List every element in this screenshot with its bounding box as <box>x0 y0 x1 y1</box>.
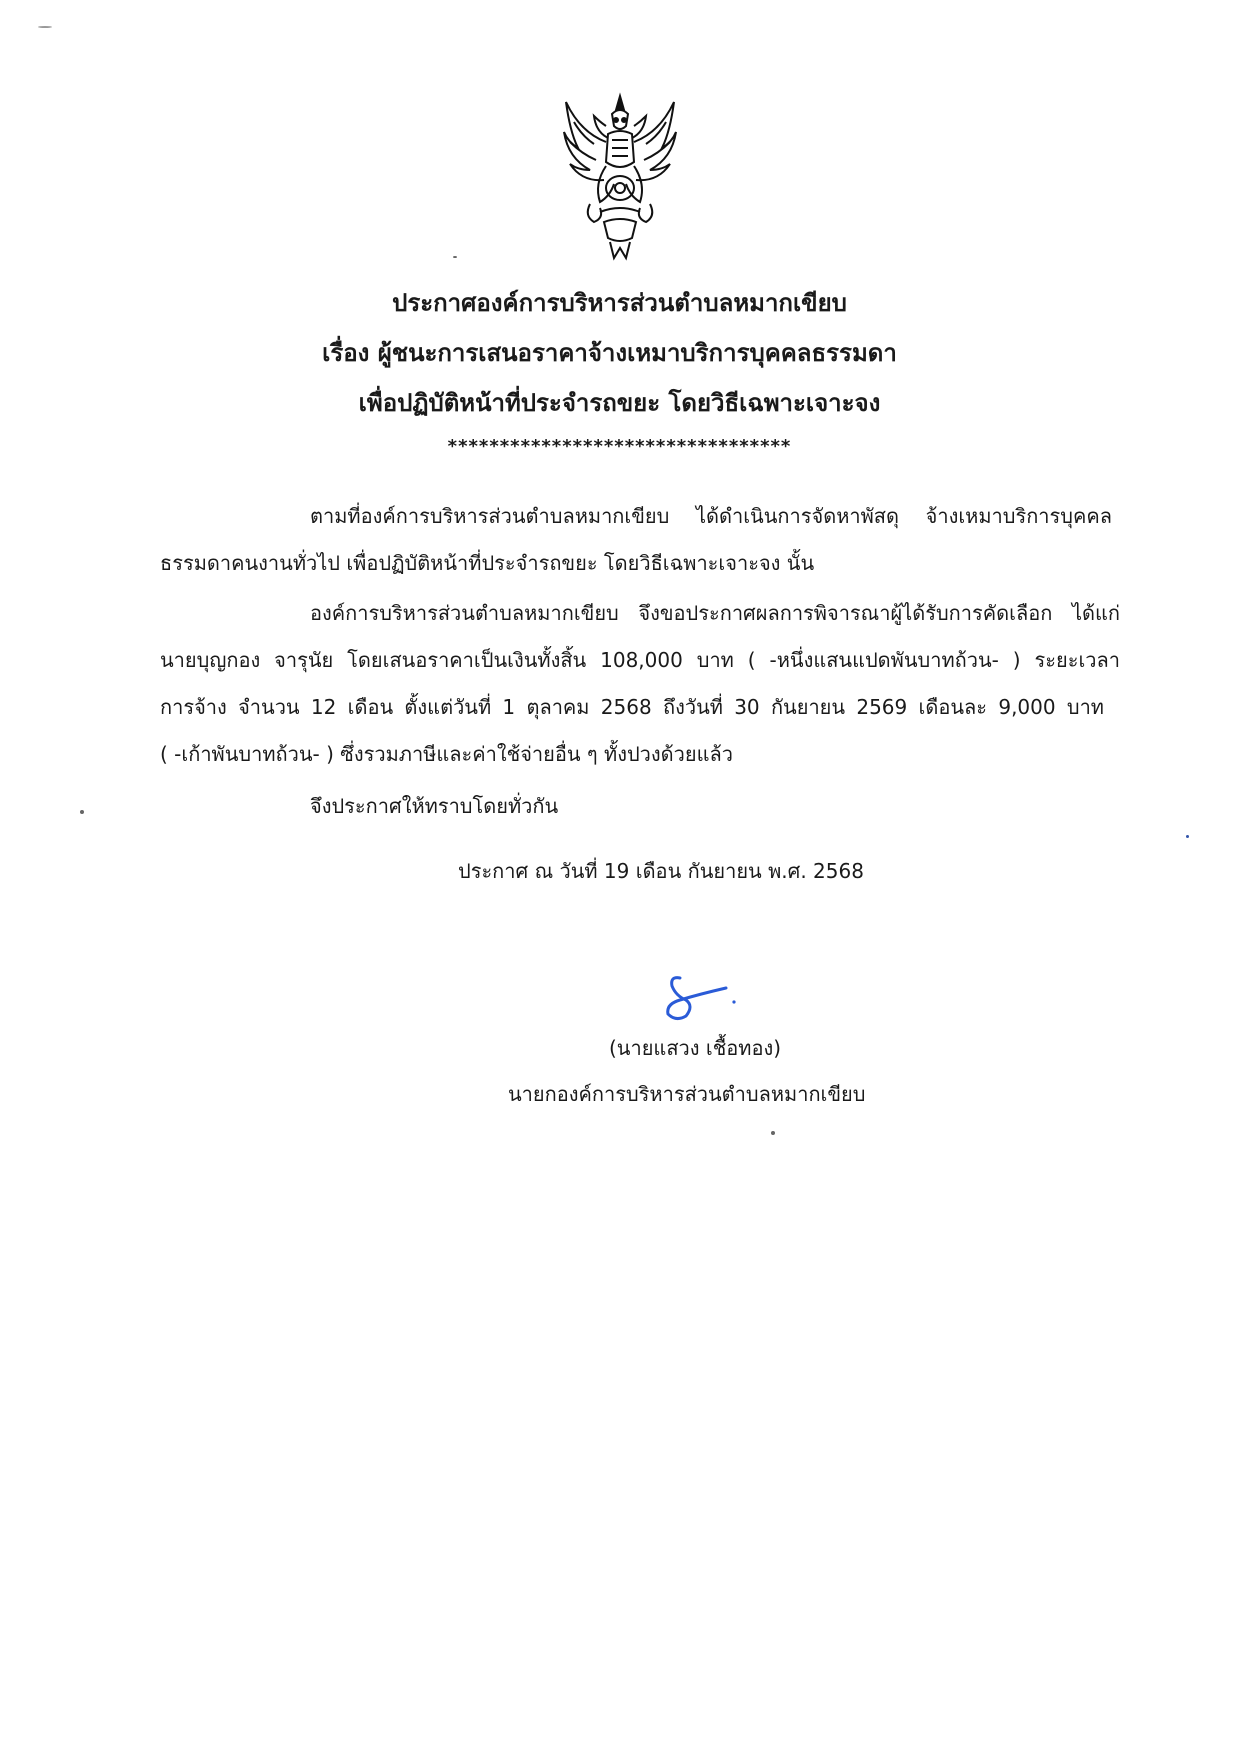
paragraph-1-line-2: ธรรมดาคนงานทั่วไป เพื่อปฏิบัติหน้าที่ประจำรถขยะ โดยวิธีเฉพาะเจาะจง นั้น <box>160 551 815 575</box>
scan-speck <box>38 26 52 28</box>
announcement-subject-continued: เพื่อปฏิบัติหน้าที่ประจำรถขยะ โดยวิธีเฉพาะเจาะจง <box>358 389 881 417</box>
paragraph-1-line-1: ตามที่องค์การบริหารส่วนตำบลหมากเขียบ ได้ดำเนินการจัดหาพัสดุ จ้างเหมาบริการบุคคล <box>310 504 1112 528</box>
scan-speck <box>453 256 457 258</box>
signatory-position: นายกองค์การบริหารส่วนตำบลหมากเขียบ <box>508 1082 866 1106</box>
announcement-date: ประกาศ ณ วันที่ 19 เดือน กันยายน พ.ศ. 2568 <box>458 859 864 883</box>
title-separator: ********************************* <box>447 436 792 457</box>
scan-speck <box>80 810 84 814</box>
scan-speck <box>1186 835 1189 838</box>
garuda-emblem-icon <box>560 92 680 262</box>
closing-statement: จึงประกาศให้ทราบโดยทั่วกัน <box>310 794 559 818</box>
announcement-subject: เรื่อง ผู้ชนะการเสนอราคาจ้างเหมาบริการบุคคลธรรมดา <box>322 339 897 367</box>
paragraph-2-line-4: ( -เก้าพันบาทถ้วน- ) ซึ่งรวมภาษีและค่าใช้จ่ายอื่น ๆ ทั้งปวงด้วยแล้ว <box>160 742 733 766</box>
announcement-title: ประกาศองค์การบริหารส่วนตำบลหมากเขียบ <box>392 289 847 317</box>
paragraph-2-line-2: นายบุญกอง จารุนัย โดยเสนอราคาเป็นเงินทั้งสิ้น 108,000 บาท ( -หนึ่งแสนแปดพันบาทถ้วน- ) ระยะเวลา <box>160 648 1120 672</box>
paragraph-2-line-1: องค์การบริหารส่วนตำบลหมากเขียบ จึงขอประกาศผลการพิจารณาผู้ได้รับการคัดเลือก ได้แก่ <box>310 601 1120 625</box>
signatory-name: (นายแสวง เชื้อทอง) <box>609 1036 782 1060</box>
paragraph-2-line-3: การจ้าง จำนวน 12 เดือน ตั้งแต่วันที่ 1 ตุลาคม 2568 ถึงวันที่ 30 กันยายน 2569 เดือนละ 9,000 บาท <box>160 695 1104 719</box>
scan-speck <box>771 1131 775 1135</box>
signature-icon <box>650 970 740 1030</box>
